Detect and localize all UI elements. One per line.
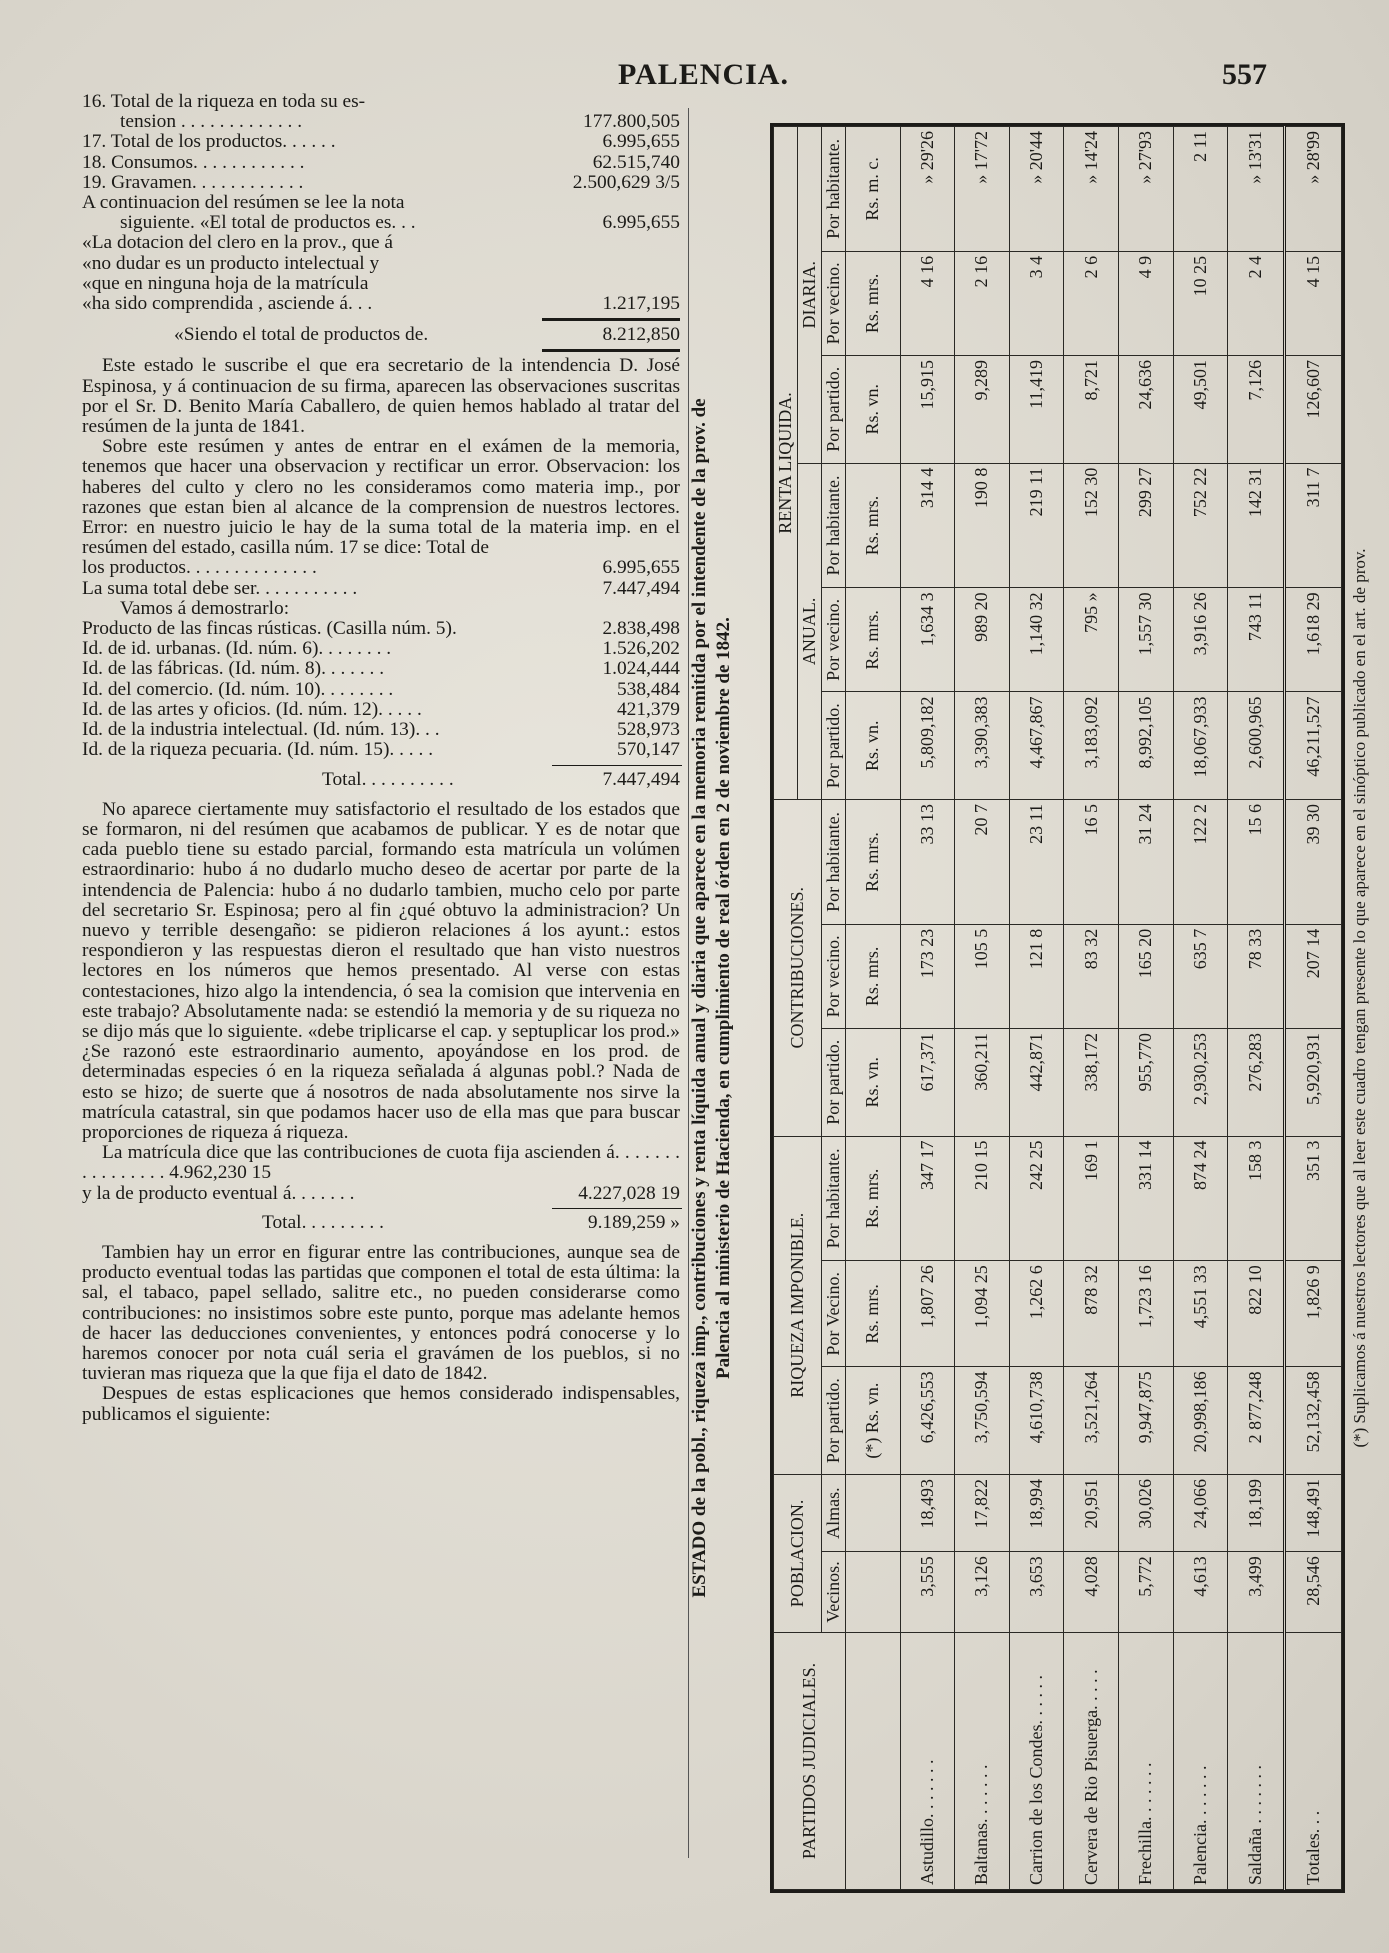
table-cell: 360,211: [955, 1028, 1010, 1136]
table-cell: 878 32: [1064, 1261, 1119, 1367]
table-cell: 122 2: [1173, 800, 1228, 925]
breakdown-line: Id. de la industria intelectual. (Id. núm. 13). . . 528,973: [82, 719, 680, 741]
table-cell: 165 20: [1118, 924, 1173, 1028]
table-cell: 7,126: [1228, 355, 1285, 463]
table-cell: 242 25: [1009, 1136, 1064, 1261]
header-renta: RENTA LIQUIDA.: [774, 127, 798, 800]
sum-rule: [542, 318, 680, 321]
total-line: Total. . . . . . . . . 9.189,259 »: [262, 1211, 680, 1233]
table-cell: 989 20: [955, 588, 1010, 692]
table-cell: 52,132,458: [1285, 1367, 1342, 1475]
total-line: Total. . . . . . . . . . 7.447,494: [322, 768, 680, 790]
table-body: [846, 127, 1342, 1890]
subheader: Almas.: [822, 1474, 846, 1551]
table-cell: 617,371: [900, 1028, 955, 1136]
table-cell: 1,807 26: [900, 1261, 955, 1367]
note-line: «que en ninguna hoja de la matrícula: [82, 273, 369, 294]
table-cell: 795 »: [1064, 588, 1119, 692]
item-17: 17. Total de los productos. . . . . . 6.995,655: [82, 131, 680, 153]
partido-name: Cervera de Rio Pisuerga. . . . .: [1064, 1632, 1119, 1889]
paragraph: Despues de estas esplicaciones que hemos considerado indispensables, publicamos el siguiente:: [82, 1383, 680, 1425]
header-diaria: DIARIA.: [798, 127, 822, 464]
table-cell: » 29'26: [900, 127, 955, 252]
table-row: [1064, 127, 1119, 1890]
note-intro: A continuacion del resúmen se lee la nota: [82, 192, 405, 214]
breakdown-line: Id. de las fábricas. (Id. núm. 8). . . . . . . 1.024,444: [82, 658, 680, 680]
note-line: «La dotacion del clero en la prov., que á: [82, 233, 394, 254]
table-cell: 83 32: [1064, 924, 1119, 1028]
subheader: Por partido.: [822, 355, 846, 463]
table-cell: 1,557 30: [1118, 588, 1173, 692]
table-cell: 347 17: [900, 1136, 955, 1261]
paragraph: Tambien hay un error en figurar entre las contribuciones, aunque sea de producto eventual todas las partidas que componen el total de esta última: la sal, el tabaco, papel sellado, salitre etc., no pueden considerarse como contribuciones: no insistimos sobre este punto, porque mas adelante hemos de hacer las deducciones convenientes, y entonces podrá conocerse y lo haremos conocer por nota cuál seria el gravámen de los pueblos, si no tuvieran mas riqueza que la que fija el dato de 1842.: [82, 1241, 680, 1385]
table-cell: 4,610,738: [1009, 1367, 1064, 1475]
table-cell: 39 30: [1285, 800, 1342, 925]
table-cell: 4,551 33: [1173, 1261, 1228, 1367]
partido-name: Astudillo. . . . . . .: [900, 1632, 955, 1889]
partido-name: Frechilla. . . . . . .: [1118, 1632, 1173, 1889]
totals-row: [1285, 127, 1342, 1890]
table-cell: 1,634 3: [900, 588, 955, 692]
subheader: Por habitante.: [822, 463, 846, 588]
subheader: Por habitante.: [822, 1136, 846, 1261]
table-cell: 276,283: [1228, 1028, 1285, 1136]
calc-line: La suma total debe ser. . . . . . . . . . . 7.447,494: [82, 577, 680, 599]
table-cell: 1,826 9: [1285, 1261, 1342, 1367]
table-cell: 4,028: [1064, 1552, 1119, 1633]
demostrar-line: Vamos á demostrarlo:: [120, 597, 290, 619]
table-cell: 2,600,965: [1228, 692, 1285, 800]
paragraph: Este estado le suscribe el que era secretario de la intendencia D. José Espinosa, y á continuacion de su firma, aparecen las observaciones suscritas por el Sr. D. Benito María Caballero, de quien hemos hablado al tratar del resúmen de la junta de 1841.: [82, 355, 680, 438]
table-caption: ESTADO de la pobl., riqueza imp., contribuciones y renta líquida anual y diaria que aparece en la memoria remitida por el intendente de la prov. de Palencia al ministerio de Hacienda, en cumplimiento de real órden en 2 de noviembre de 1842.: [689, 398, 734, 1598]
table-cell: 2,930,253: [1173, 1028, 1228, 1136]
table-cell: 338,172: [1064, 1028, 1119, 1136]
header-contribuciones: CONTRIBUCIONES.: [774, 800, 822, 1136]
units-row: (*) Rs. vn. Rs. mrs. Rs. mrs. Rs. vn. Rs. mrs. Rs. mrs. Rs. vn. Rs. mrs. Rs. mrs. Rs. vn. Rs. mrs. Rs. m. c.: [846, 127, 901, 1890]
table-cell: 33 13: [900, 800, 955, 925]
table-cell: 173 23: [900, 924, 955, 1028]
table-cell: 3,499: [1228, 1552, 1285, 1633]
note-line: «no dudar es un producto intelectual y: [82, 253, 380, 274]
table-cell: 8,992,105: [1118, 692, 1173, 800]
table-cell: 9,289: [955, 355, 1010, 463]
subheader: Por partido.: [822, 1367, 846, 1475]
table-cell: 874 24: [1173, 1136, 1228, 1261]
table-cell: 11,419: [1009, 355, 1064, 463]
table-cell: 24,636: [1118, 355, 1173, 463]
table-cell: 126,607: [1285, 355, 1342, 463]
table-cell: 152 30: [1064, 463, 1119, 588]
table-cell: 121 8: [1009, 924, 1064, 1028]
breakdown-line: Id. de las artes y oficios. (Id. núm. 12). . . . . 421,379: [82, 698, 680, 720]
table-cell: 4 9: [1118, 251, 1173, 355]
paragraph: Sobre este resúmen y antes de entrar en el exámen de la memoria, tenemos que hacer una observacion y rectificar un error. Observacion: los haberes del culto y clero no les consideramos como materia imp., por razones que estan bien al alcance de la comprension de nuestros lectores. Error: en nuestro juicio le hay de la suma total de la materia imp. en el resúmen del estado, casilla núm. 17 se dice: Total de: [82, 436, 680, 559]
table-cell: 299 27: [1118, 463, 1173, 588]
table-cell: » 17'72: [955, 127, 1010, 252]
table-cell: 4 15: [1285, 251, 1342, 355]
partido-name: Saldaña . . . . . . .: [1228, 1632, 1285, 1889]
table-cell: 24,066: [1173, 1474, 1228, 1551]
paragraph: La matrícula dice que las contribuciones de cuota fija ascienden á. . . . . . . . . . . . . . . . 4.962,230 15: [82, 1142, 680, 1184]
table-cell: 442,871: [1009, 1028, 1064, 1136]
statistics-table: [770, 123, 1345, 1893]
partido-name: Baltanas. . . . . . .: [955, 1632, 1010, 1889]
table-cell: 4,467,867: [1009, 692, 1064, 800]
table-cell: » 20'44: [1009, 127, 1064, 252]
paragraph: No aparece ciertamente muy satisfactorio el resultado de los estados que se formaron, ni del resúmen que acabamos de publicar. Y es de notar que cada pueblo tiene su estado parcial, formando esta matrícula un volúmen estraordinario: hubo á no dudarlo mucho deseo de acertar por parte de la intendencia de Palencia: hubo á no dudarlo tambien, mucho celo por parte del secretario Sr. Espinosa; pero al fin ¿qué obtuvo la administracion? Un nuevo y terrible desengaño: se pidieron relaciones á los ayunt.: estos respondieron y las respuestas dieron el resultado que han visto nuestros lectores en los números que hemos presentado. Al verse con estas contestaciones, hizo algo la intendencia, ó sea la comision que intervenia en este trabajo? Absolutamente nada: se estendió la memoria y de su riqueza no se dijo más que lo siguiente. «debe triplicarse el cap. y septuplicar los prod.» ¿Se razonó este estraordinario aumento, apoyándose en los prod. de determinadas especies ó en la riqueza señalada á algunas pobl.? Nada de esto se hizo; de suerte que á nosotros de nada absolutamente nos sirve la matrícula catastral, sin que podamos hacer uso de ella mas que para buscar proporciones de riqueza á riqueza.: [82, 798, 680, 1143]
table-cell: 31 24: [1118, 800, 1173, 925]
breakdown-line: Id. de la riqueza pecuaria. (Id. núm. 15). . . . . 570,147: [82, 739, 680, 761]
table-cell: 28,546: [1285, 1552, 1342, 1633]
table-cell: 3,126: [955, 1552, 1010, 1633]
table-cell: 5,920,931: [1285, 1028, 1342, 1136]
table-cell: 8,721: [1064, 355, 1119, 463]
table-cell: 1,262 6: [1009, 1261, 1064, 1367]
table-cell: 18,994: [1009, 1474, 1064, 1551]
note-line: siguiente. «El total de productos es. . . 6.995,655: [120, 212, 680, 234]
subheader: Por habitante.: [822, 800, 846, 925]
subheader: Por habitante.: [822, 127, 846, 252]
table-cell: 30,026: [1118, 1474, 1173, 1551]
subheader: Por vecino.: [822, 251, 846, 355]
table-cell: 105 5: [955, 924, 1010, 1028]
table-cell: 3,521,264: [1064, 1367, 1119, 1475]
subheader: Por partido.: [822, 1028, 846, 1136]
table-cell: 49,501: [1173, 355, 1228, 463]
table-row: [1173, 127, 1228, 1890]
table-cell: 20,951: [1064, 1474, 1119, 1551]
table-cell: 158 3: [1228, 1136, 1285, 1261]
header-poblacion: POBLACION.: [774, 1474, 822, 1632]
table-cell: 23 11: [1009, 800, 1064, 925]
sum-rule: [552, 1208, 682, 1209]
header-partidos: PARTIDOS JUDICIALES.: [774, 1632, 846, 1889]
table-cell: 955,770: [1118, 1028, 1173, 1136]
table-cell: 9,947,875: [1118, 1367, 1173, 1475]
table-cell: 3,183,092: [1064, 692, 1119, 800]
table-row: [1118, 127, 1173, 1890]
item-19: 19. Gravamen. . . . . . . . . . . . 2.500,629 3/5: [82, 171, 680, 193]
table-cell: 743 11: [1228, 588, 1285, 692]
contrib-line: y la de producto eventual á. . . . . . . 4.227,028 19: [82, 1182, 680, 1204]
table-cell: 1,618 29: [1285, 588, 1342, 692]
table-cell: 190 8: [955, 463, 1010, 588]
partido-name: Totales. . .: [1285, 1632, 1342, 1889]
table-cell: 351 3: [1285, 1136, 1342, 1261]
table-cell: 78 33: [1228, 924, 1285, 1028]
table-cell: » 27'93: [1118, 127, 1173, 252]
table-footnote: (*) Suplicamos á nuestros lectores que al leer este cuadro tengan presente lo que aparece en el sinóptico publicado en el art. de prov.: [1350, 548, 1369, 1448]
table-row: [1009, 127, 1064, 1890]
page-number: 557: [1222, 58, 1267, 91]
sum-rule: [552, 765, 682, 766]
table-cell: 314 4: [900, 463, 955, 588]
table-cell: 219 11: [1009, 463, 1064, 588]
header-anual: ANUAL.: [798, 463, 822, 799]
page-title: PALENCIA.: [618, 58, 789, 91]
siendo-line: «Siendo el total de productos de. 8.212,850: [174, 324, 680, 346]
calc-line: los productos. . . . . . . . . . . . . . 6.995,655: [82, 557, 680, 579]
table-cell: 18,493: [900, 1474, 955, 1551]
table-row: [955, 127, 1010, 1890]
header-riqueza: RIQUEZA IMPONIBLE.: [774, 1136, 822, 1474]
table-row: [1228, 127, 1285, 1890]
partido-name: Palencia. . . . . . .: [1173, 1632, 1228, 1889]
table-cell: 20,998,186: [1173, 1367, 1228, 1475]
table-cell: 18,067,933: [1173, 692, 1228, 800]
table-row: [900, 127, 955, 1890]
table-cell: 3,555: [900, 1552, 955, 1633]
table-cell: 17,822: [955, 1474, 1010, 1551]
table-cell: 1,723 16: [1118, 1261, 1173, 1367]
subheader: Por vecino.: [822, 588, 846, 692]
table-cell: 1,140 32: [1009, 588, 1064, 692]
table-cell: 1,094 25: [955, 1261, 1010, 1367]
table-cell: 2 877,248: [1228, 1367, 1285, 1475]
item-16-cont: tension . . . . . . . . . . . . . 177.800,505: [120, 111, 680, 133]
table-cell: 6,426,553: [900, 1367, 955, 1475]
table-cell: 16 5: [1064, 800, 1119, 925]
left-text-column: [82, 92, 680, 1425]
table-cell: 3,916 26: [1173, 588, 1228, 692]
table-cell: 4 16: [900, 251, 955, 355]
table-cell: » 14'24: [1064, 127, 1119, 252]
table-cell: 20 7: [955, 800, 1010, 925]
table-cell: 148,491: [1285, 1474, 1342, 1551]
table-cell: 142 31: [1228, 463, 1285, 588]
table-cell: 331 14: [1118, 1136, 1173, 1261]
table-cell: 2 4: [1228, 251, 1285, 355]
table-cell: 46,211,527: [1285, 692, 1342, 800]
subheader: Vecinos.: [822, 1552, 846, 1633]
table-cell: 752 22: [1173, 463, 1228, 588]
note-line: «ha sido comprendida , asciende á. . . 1.217,195: [82, 293, 680, 315]
table-cell: 2 6: [1064, 251, 1119, 355]
breakdown-line: Id. del comercio. (Id. núm. 10). . . . . . . . 538,484: [82, 678, 680, 700]
table-cell: 18,199: [1228, 1474, 1285, 1551]
table-cell: 5,772: [1118, 1552, 1173, 1633]
table-cell: 169 1: [1064, 1136, 1119, 1261]
table-cell: 3,653: [1009, 1552, 1064, 1633]
subheader: Por Vecino.: [822, 1261, 846, 1367]
table-cell: 15,915: [900, 355, 955, 463]
table-cell: 3,750,594: [955, 1367, 1010, 1475]
item-18: 18. Consumos. . . . . . . . . . . . 62.515,740: [82, 151, 680, 173]
item-16: 16. Total de la riqueza en toda su es-: [82, 92, 366, 112]
table-cell: 822 10: [1228, 1261, 1285, 1367]
subheader: Por vecino.: [822, 924, 846, 1028]
table-cell: » 13'31: [1228, 127, 1285, 252]
table-cell: 3,390,383: [955, 692, 1010, 800]
partido-name: Carrion de los Condes. . . . . .: [1009, 1632, 1064, 1889]
table-cell: 311 7: [1285, 463, 1342, 588]
table-cell: 4,613: [1173, 1552, 1228, 1633]
rotated-table-area: [688, 98, 1388, 1898]
table-cell: 5,809,182: [900, 692, 955, 800]
table-cell: 3 4: [1009, 251, 1064, 355]
table-cell: 15 6: [1228, 800, 1285, 925]
table-cell: 207 14: [1285, 924, 1342, 1028]
table-cell: 210 15: [955, 1136, 1010, 1261]
table-cell: 10 25: [1173, 251, 1228, 355]
breakdown-line: Id. de id. urbanas. (Id. núm. 6). . . . . . . . 1.526,202: [82, 638, 680, 660]
sum-rule: [542, 349, 680, 352]
table-cell: 2 11: [1173, 127, 1228, 252]
subheader: Por partido.: [822, 692, 846, 800]
table-cell: » 28'99: [1285, 127, 1342, 252]
breakdown-line: Producto de las fincas rústicas. (Casilla núm. 5). 2.838,498: [82, 618, 680, 640]
table-cell: 2 16: [955, 251, 1010, 355]
table-cell: 635 7: [1173, 924, 1228, 1028]
